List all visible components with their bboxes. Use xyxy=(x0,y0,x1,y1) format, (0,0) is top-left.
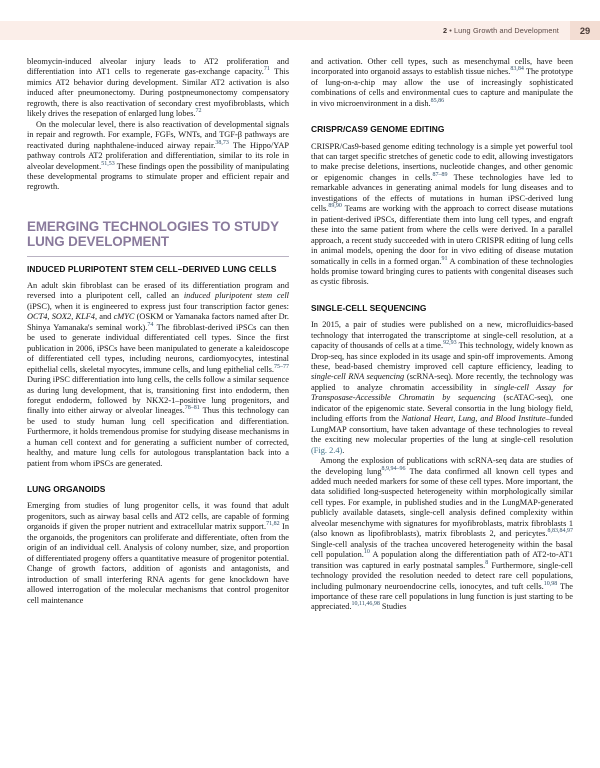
paragraph: An adult skin fibroblast can be erased of its differentiation program and reversed into a pluripotent cell, called an induced pluripotent stem cell (iPSC), when it is engineered to express just four transcription factor genes: OCT4, SOX2, KLF4, and cMYC (OSKM or Yamanaka factors named after Dr. Shinya Yamanaka's seminal work).$^{74}$ The fibroblast-derived iPSCs can then be used to generate individual differentiated cell types. Since the first publication in 2006, iPSCs have been manipulated to generate a kaleidoscope of differentiated cell types, including neurons, cardiomyocytes, intestinal epithelial cells, skeletal myocytes, immune cells, and lung epithelial cells.$^{75-77}$ During iPSC differentiation into lung cells, the cells follow a similar sequence as during lung development, that is, transitioning first into endoderm, then foregut endoderm, followed by NKX2-1–positive lung progenitors, and finally into either airway or alveolar lineages.$^{78-81}$ Thus this technology can be used to study human lung cell specification and differentiation. Furthermore, it holds tremendous promise for studying disease mechanisms in a human cell context and for generating a sufficient number of corrected, healthy, and mature lung cells for autologous transplantation back into a patient from whom iPSCs are generated. xyxy=(27,281,289,468)
left-column xyxy=(27,57,289,606)
running-head-separator: • xyxy=(449,26,452,35)
paragraph: Emerging from studies of lung progenitor cells, it was found that adult progenitors, such as airway basal cells and AT2 cells, are capable of forming organoids if given the proper nutrient and extracellular matrix support.$^{71,82}$ In the organoids, the progenitors can proliferate and differentiate, often from the origin of an individual cell. Analysis of colony number, size, and proportion of differentiated progeny offers a quantitative measure of progenitor potential. Change of growth factors, addition of agonists and antagonists, and introduction of small interfering RNA agents for gene knockdown have allowed interrogation of the molecular mechanisms that control progenitor cell maintenance xyxy=(27,501,289,605)
heading-rule xyxy=(27,256,289,257)
section-heading-crispr: CRISPR/CAS9 GENOME EDITING xyxy=(311,124,445,135)
paragraph: On the molecular level, there is also reactivation of developmental signals in repair and regrowth. For example, FGFs, WNTs, and TGF-β pathways are reactivated during naphthalene-induced airway repair.$^{38,73}$ The Hippo/YAP pathway controls AT2 proliferation and differentiation, similar to its role in alveolar development.$^{51,53}$ These findings open the possibility of manipulating these developmental programs to stimulate proper and efficient repair and regrowth. xyxy=(27,119,289,192)
running-head-inner xyxy=(443,21,600,40)
paragraph: Among the explosion of publications with scRNA-seq data are studies of the developing lung$^{8,9,94-96}$ The data confirmed all known cell types and added much needed markers for some of these cell types. More important, the data solidified long-suspected heterogeneity within morphologically similar cell types. For example, in published studies and in the LungMAP-generated publicly available datasets, single-cell analysis defined complexity within alveolar mesenchyme with signatures for myofibroblasts, matrix fibroblasts 1 (also known as lipofibroblasts), matrix fibroblasts 2, and pericytes.$^{8,83,84,97}$ Single-cell analysis of the trachea uncovered heterogeneity within the basal cell population.$^{10}$ A population along the differentiation path of AT2-to-AT1 transition was captured in early postnatal samples.$^8$ Furthermore, single-cell technology provided the resolution needed to detect rare cell populations, including pulmonary neuroendocrine cells, ionocytes, and tuft cells.$^{10,98}$ The importance of these rare cell populations in lung function is just starting to be appreciated.$^{10,11,46,98}$ Studies xyxy=(311,456,573,612)
paragraph: In 2015, a pair of studies were published on a new, microfluidics-based technology that interrogated the transcriptome at single-cell resolution, at a capacity of thousands of cells at a time.$^{92,93}$ This technology, widely known as Drop-seq, has since exploded in its usage and spin-off improvements. Among these, bead-based chemistry improved cell capture efficiency, leading to single-cell RNA sequencing (scRNA-seq). More recently, the technology was applied to analyze chromatin accessibility in single-cell Assay for Transposase-Accessible Chromatin by sequencing (scATAC-seq), one indicator of the epigenomic state. Several consortia in the lung biology field, including efforts from the National Heart, Lung, and Blood Institute–funded LungMAP consortium, have taken advantage of these technologies to reveal the exciting new molecular properties of the lung at single-cell resolution (Fig. 2.4). xyxy=(311,320,573,455)
section-heading-single-cell: SINGLE-CELL SEQUENCING xyxy=(311,302,427,313)
running-head-text xyxy=(443,26,570,35)
running-head xyxy=(0,21,600,40)
spacer xyxy=(27,193,289,219)
section-heading-ipsc: INDUCED PLURIPOTENT STEM CELL–DERIVED LUNG CELLS xyxy=(27,263,277,274)
running-head-title: Lung Growth and Development xyxy=(453,26,559,35)
spacer xyxy=(311,288,573,303)
spacer xyxy=(27,469,289,484)
spacer xyxy=(27,274,289,281)
section-heading-a: EMERGING TECHNOLOGIES TO STUDY LUNG DEVELOPMENT xyxy=(27,218,279,250)
paragraph: and activation. Other cell types, such as mesenchymal cells, have been incorporated into organoid assays to establish tissue niches.$^{83,84}$ The prototype of lung-on-a-chip may allow the use of increasingly sophisticated combinations of cells and environmental cues to capture and manipulate the in vivo microenvironment in a dish.$^{85,86}$ xyxy=(311,57,573,108)
spacer xyxy=(27,494,289,501)
spacer xyxy=(311,135,573,142)
spacer xyxy=(311,109,573,124)
page-number: 29 xyxy=(570,21,600,40)
paragraph: CRISPR/Cas9-based genome editing technology is a simple yet powerful tool that can target specific stretches of genetic code to edit, allowing investigators to make precise deletions, insertions, nucleotide changes, and other genomic or epigenomic changes in cells.$^{87-89}$ These technologies have led to remarkable advances in generating animal models for lung diseases and to investigations of the effects of mutations in human iPSC-derived lung cells.$^{89,90}$ Teams are working with the approach to correct disease mutations in patient-derived iPSCs, differentiate them into lung cell types, and engraft these into the same patient from where the cells were derived. In a parallel approach, a recent study succeeded with in utero CRISPR editing of lung cells in animal models, opening the door for in vivo editing of disease mutation somatically in cells in a formed organ.$^{91}$ A combination of these technologies holds promise toward bringing cures to patients with congenital diseases such as cystic fibrosis. xyxy=(311,141,573,287)
section-heading-organoids: LUNG ORGANOIDS xyxy=(27,484,106,495)
spacer xyxy=(311,313,573,320)
right-column xyxy=(311,57,573,613)
paragraph: bleomycin-induced alveolar injury leads to AT2 proliferation and differentiation into AT1 cells to regenerate gas-exchange capacity.$^{71}$ This mimics AT2 behavior during development. Similar AT2 activation is also induced after pneumonectomy. During postpneumonectomy compensatory regrowth, there is also reactivation of secondary crest myofibroblasts, which likely drives the resepation of enlarged lung lobes.$^{72}$ xyxy=(27,57,289,119)
chapter-number: 2 xyxy=(443,26,448,35)
